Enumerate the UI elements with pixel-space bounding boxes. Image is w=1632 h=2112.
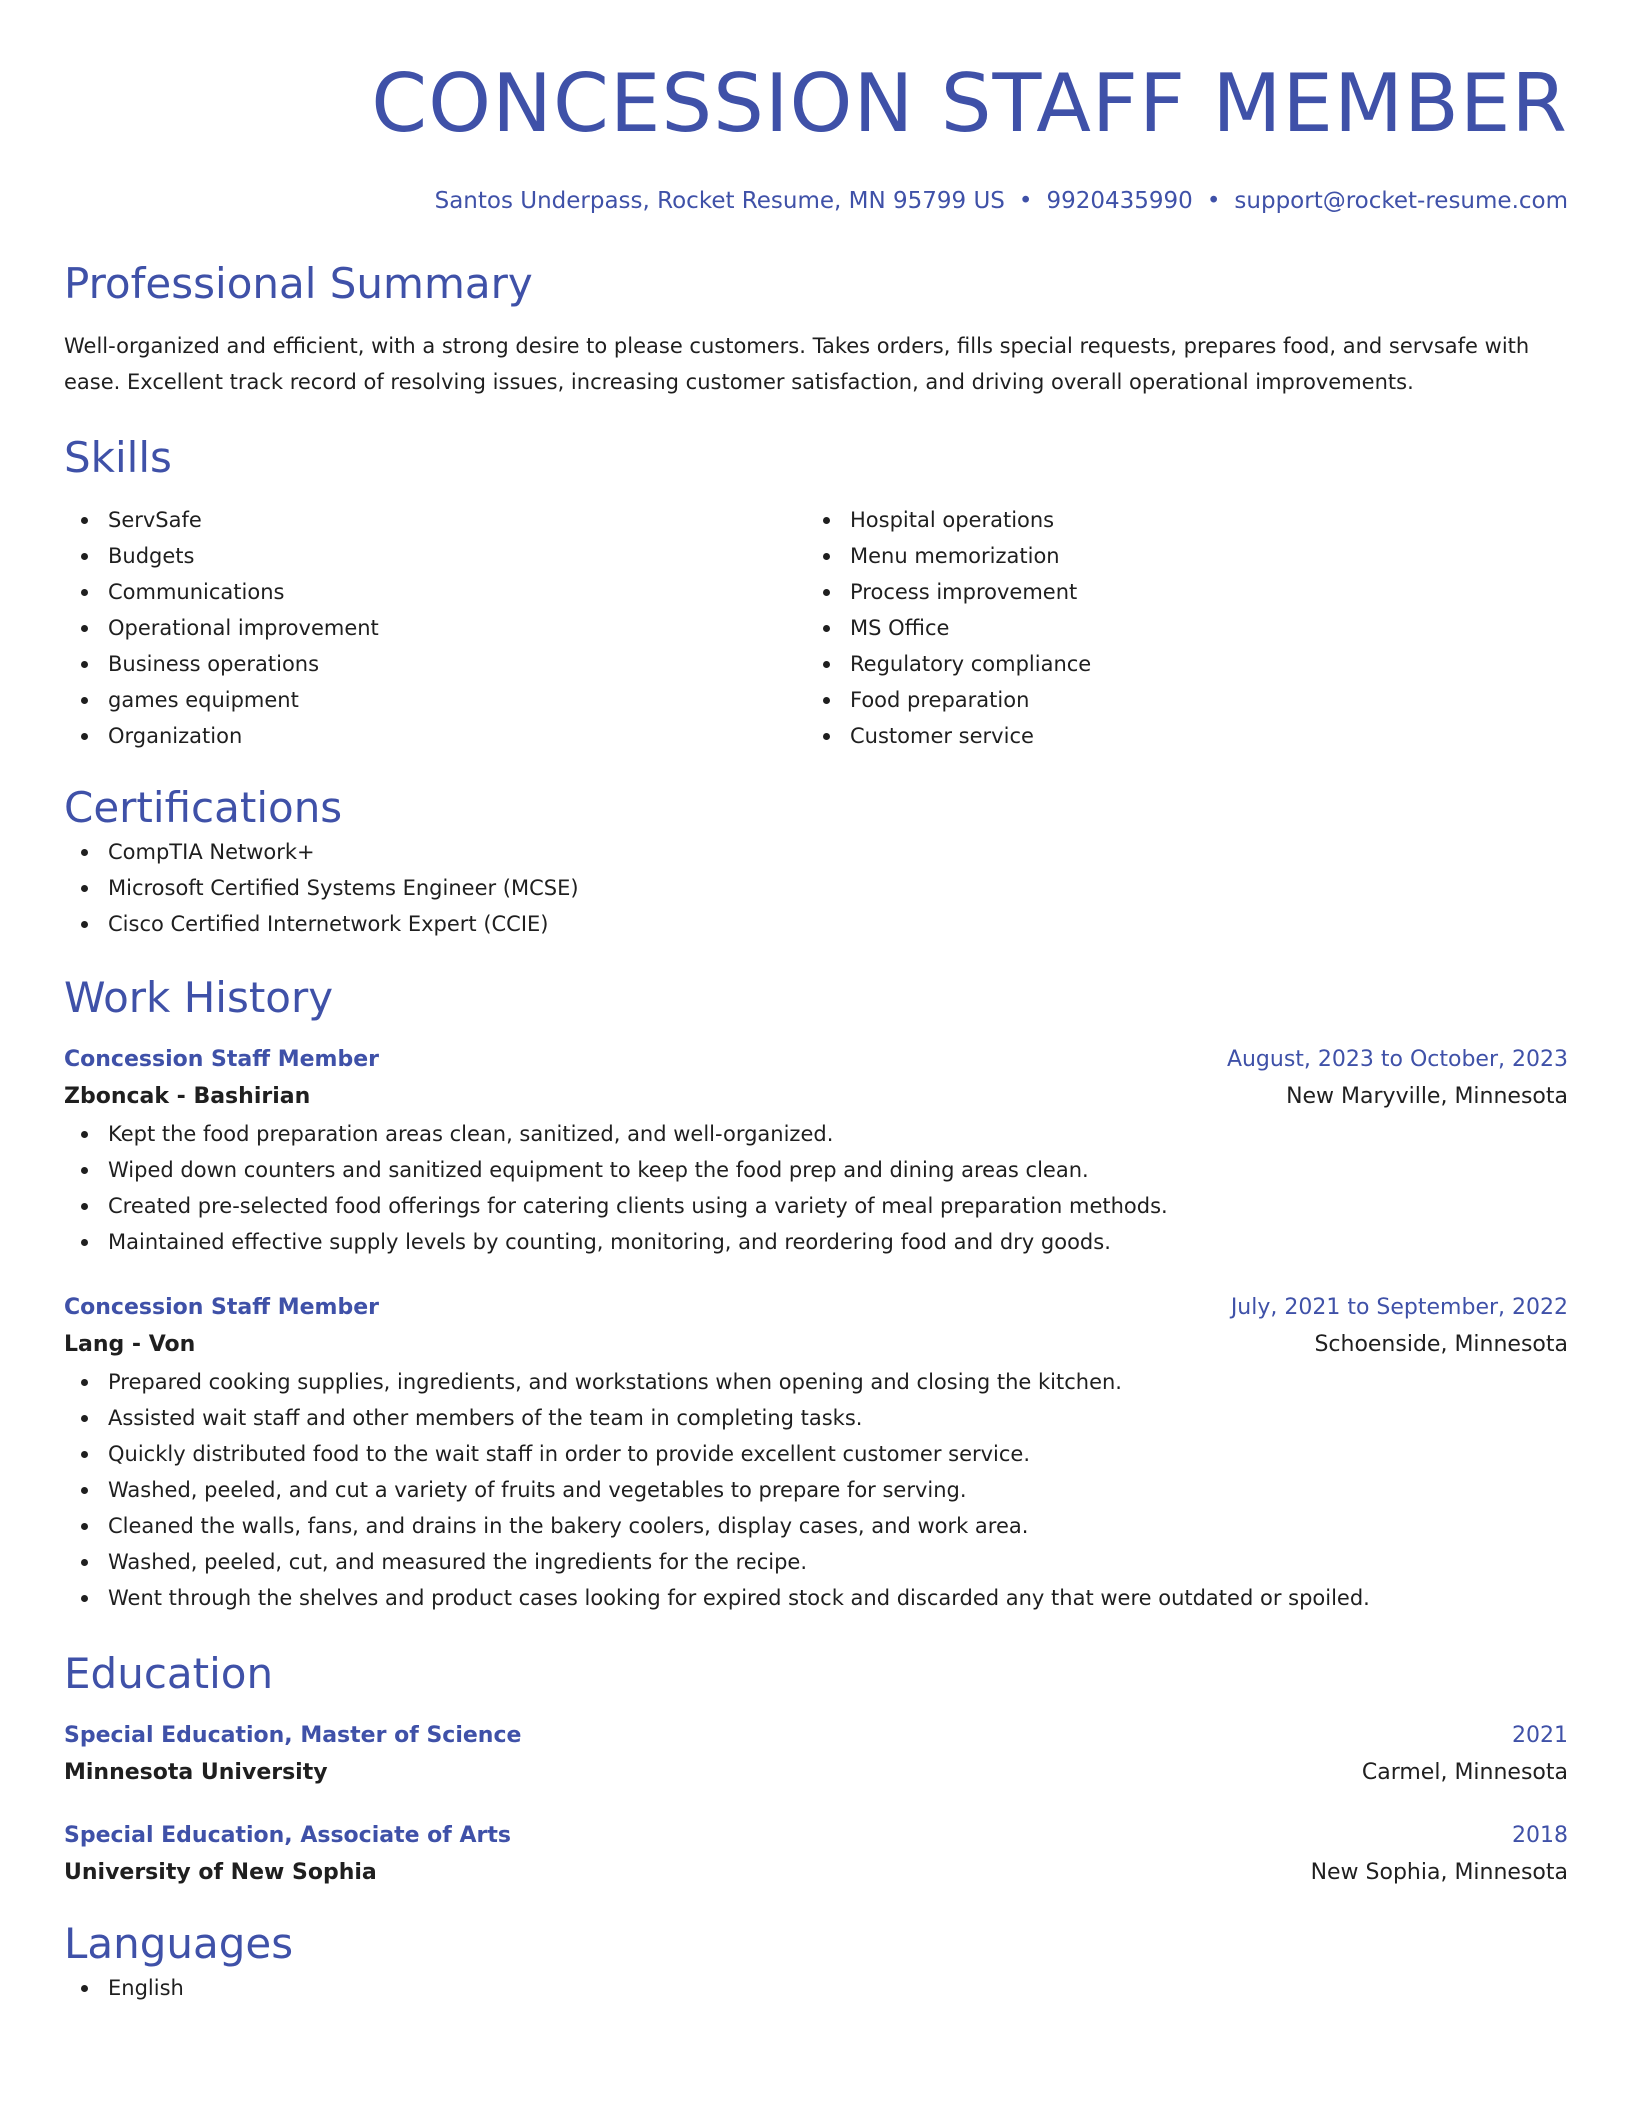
job-title: Concession Staff Member — [64, 1295, 379, 1320]
skills-list-right — [806, 502, 1548, 754]
job-duty: Went through the shelves and product cases looking for expired stock and discarded any that were outdated or spoiled. — [64, 1580, 1568, 1616]
job-duty: Cleaned the walls, fans, and drains in the bakery coolers, display cases, and work area. — [64, 1508, 1568, 1544]
job-company: Lang - Von — [64, 1332, 196, 1357]
skill-item: Organization — [64, 718, 806, 754]
skill-item: games equipment — [64, 682, 806, 718]
job-duty: Maintained effective supply levels by counting, monitoring, and reordering food and dry goods. — [64, 1224, 1568, 1260]
job-dates: July, 2021 to September, 2022 — [1230, 1295, 1568, 1320]
job-company-row — [64, 1078, 1568, 1116]
skill-item: Process improvement — [806, 574, 1548, 610]
education-entry — [64, 1718, 1568, 1792]
job-duty: Created pre-selected food offerings for catering clients using a variety of meal preparation methods. — [64, 1188, 1568, 1224]
contact-email: support@rocket-resume.com — [1234, 188, 1568, 214]
skill-item: ServSafe — [64, 502, 806, 538]
job-entry — [64, 1290, 1568, 1616]
education-degree-row — [64, 1718, 1568, 1754]
education-location: Carmel, Minnesota — [1361, 1760, 1568, 1785]
skill-item: Regulatory compliance — [806, 646, 1548, 682]
job-duty: Prepared cooking supplies, ingredients, and workstations when opening and closing the kitchen. — [64, 1364, 1568, 1400]
education-school-row — [64, 1754, 1568, 1792]
certification-item: Cisco Certified Internetwork Expert (CCIE) — [64, 906, 1568, 942]
job-company-row — [64, 1326, 1568, 1364]
education-degree: Special Education, Associate of Arts — [64, 1823, 512, 1848]
education-school-row — [64, 1854, 1568, 1892]
skill-item: Hospital operations — [806, 502, 1548, 538]
job-company: Zboncak - Bashirian — [64, 1084, 311, 1109]
skill-item: MS Office — [806, 610, 1548, 646]
education-degree-row — [64, 1818, 1568, 1854]
job-duty: Washed, peeled, and cut a variety of fruits and vegetables to prepare for serving. — [64, 1472, 1568, 1508]
certification-item: Microsoft Certified Systems Engineer (MCSE) — [64, 870, 1568, 906]
contact-address: Santos Underpass, Rocket Resume, MN 95799 US — [434, 188, 1005, 214]
job-title-row — [64, 1042, 1568, 1078]
skills-column-right — [806, 502, 1548, 754]
education-entry — [64, 1818, 1568, 1892]
skills-list-left — [64, 502, 806, 754]
job-entry — [64, 1042, 1568, 1260]
job-location: New Maryville, Minnesota — [1286, 1084, 1568, 1109]
education-location: New Sophia, Minnesota — [1310, 1860, 1568, 1885]
resume-header — [64, 56, 1568, 216]
skill-item: Operational improvement — [64, 610, 806, 646]
skill-item: Budgets — [64, 538, 806, 574]
job-duties-list — [64, 1116, 1568, 1260]
job-duty: Assisted wait staff and other members of the team in completing tasks. — [64, 1400, 1568, 1436]
skill-item: Customer service — [806, 718, 1548, 754]
work-history-heading: Work History — [64, 973, 334, 1022]
job-duty: Quickly distributed food to the wait staff in order to provide excellent customer service. — [64, 1436, 1568, 1472]
skill-item: Communications — [64, 574, 806, 610]
work-history-section — [64, 972, 1568, 1616]
contact-line — [64, 186, 1568, 216]
summary-text: Well-organized and efficient, with a strong desire to please customers. Takes orders, fills special requests, prepares food, and servsafe with ease. Excellent track record of resolving issues, increasing customer satisfaction, and driving overall operational improvements. — [64, 334, 1530, 394]
job-duties-list — [64, 1364, 1568, 1616]
education-degree: Special Education, Master of Science — [64, 1723, 522, 1748]
language-item: English — [64, 1970, 1568, 2006]
certifications-list — [64, 834, 1568, 942]
summary-section — [64, 258, 1568, 400]
education-section — [64, 1648, 1568, 1892]
contact-separator: • — [1018, 188, 1033, 214]
contact-phone: 9920435990 — [1046, 188, 1193, 214]
education-year: 2018 — [1512, 1823, 1568, 1848]
job-title: Concession Staff Member — [64, 1047, 379, 1072]
candidate-name: CONCESSION STAFF MEMBER — [371, 57, 1568, 150]
skills-heading: Skills — [64, 433, 172, 482]
languages-list — [64, 1970, 1568, 2006]
certifications-heading: Certifications — [64, 783, 343, 832]
skill-item: Business operations — [64, 646, 806, 682]
job-duty: Washed, peeled, cut, and measured the ingredients for the recipe. — [64, 1544, 1568, 1580]
languages-heading: Languages — [64, 1919, 294, 1968]
skills-section — [64, 432, 1568, 754]
education-year: 2021 — [1512, 1723, 1568, 1748]
skills-column-left — [64, 502, 806, 754]
summary-heading: Professional Summary — [64, 259, 533, 308]
job-duty: Wiped down counters and sanitized equipment to keep the food prep and dining areas clean. — [64, 1152, 1568, 1188]
skill-item: Food preparation — [806, 682, 1548, 718]
certification-item: CompTIA Network+ — [64, 834, 1568, 870]
job-duty: Kept the food preparation areas clean, sanitized, and well-organized. — [64, 1116, 1568, 1152]
certifications-section — [64, 782, 1568, 942]
job-title-row — [64, 1290, 1568, 1326]
job-dates: August, 2023 to October, 2023 — [1226, 1047, 1568, 1072]
job-location: Schoenside, Minnesota — [1314, 1332, 1568, 1357]
education-heading: Education — [64, 1649, 274, 1698]
contact-separator: • — [1206, 188, 1221, 214]
skill-item: Menu memorization — [806, 538, 1548, 574]
skills-grid — [64, 502, 1568, 754]
education-school: University of New Sophia — [64, 1860, 377, 1885]
languages-section — [64, 1918, 1568, 2006]
education-school: Minnesota University — [64, 1760, 328, 1785]
